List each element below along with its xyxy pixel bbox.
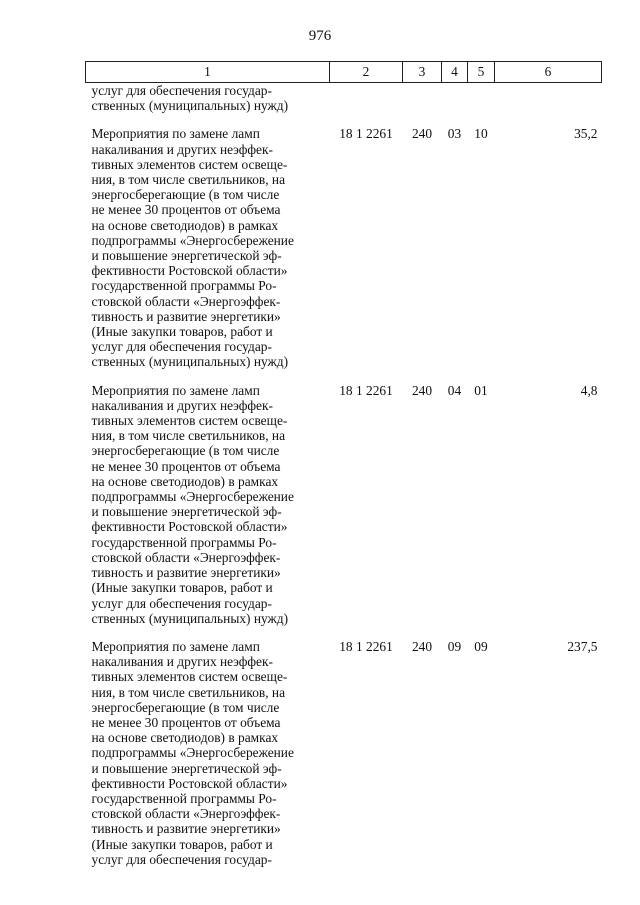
row-amount: 35,2: [574, 126, 598, 142]
page-number: 976: [308, 28, 332, 44]
header-cell-1: 1: [86, 62, 330, 83]
row-expense-type: 240: [411, 382, 433, 398]
row-section: 03: [447, 126, 462, 142]
row-section: 09: [447, 638, 462, 654]
row-section: [442, 83, 468, 127]
row-description: Мероприятия по замене ламп накаливания и других неэффек- тивных элементов систем освеще- ния, в том числе светильников, на энергосберегающие (в том числе не менее 30 процентов от объема на основе светодиодов) в рамках подпрограммы «Энергосбережение и повышение энергетической эф- фективности Ростовской области» государственной программы Ро- стовской области «Энергоэффек- тивность и развитие энергетики» (Иные закупки товаров, работ и услуг для обеспечения государ- ственных (муниципальных) нужд): [91, 126, 294, 370]
header-cell-5: 5: [468, 62, 495, 83]
row-target-code: [330, 83, 403, 127]
row-amount: [495, 83, 602, 127]
row-subsection: [468, 83, 495, 127]
row-target-code: 18 1 2261: [339, 126, 393, 142]
header-cell-4: 4: [442, 62, 468, 83]
header-cell-3: 3: [403, 62, 442, 83]
budget-table: [85, 61, 602, 867]
row-description: Мероприятия по замене ламп накаливания и других неэффек- тивных элементов систем освеще- ния, в том числе светильников, на энергосберегающие (в том числе не менее 30 процентов от объема на основе светодиодов) в рамках подпрограммы «Энергосбережение и повышение энергетической эф- фективности Ростовской области» государственной программы Ро- стовской области «Энергоэффек- тивность и развитие энергетики» (Иные закупки товаров, работ и услуг для обеспечения государ-: [91, 638, 294, 867]
row-expense-type: 240: [411, 126, 433, 142]
row-amount: 237,5: [567, 638, 598, 654]
table-row: [86, 383, 602, 639]
header-cell-2: 2: [330, 62, 403, 83]
row-expense-type: 240: [411, 638, 433, 654]
header-cell-6: 6: [495, 62, 602, 83]
row-description: Мероприятия по замене ламп накаливания и других неэффек- тивных элементов систем освеще- ния, в том числе светильников, на энергосберегающие (в том числе не менее 30 процентов от объема на основе светодиодов) в рамках подпрограммы «Энергосбережение и повышение энергетической эф- фективности Ростовской области» государственной программы Ро- стовской области «Энергоэффек- тивность и развитие энергетики» (Иные закупки товаров, работ и услуг для обеспечения государ- ственных (муниципальных) нужд): [91, 382, 294, 626]
row-subsection: 01: [474, 382, 488, 398]
header-row: [86, 62, 602, 83]
row-target-code: 18 1 2261: [339, 638, 393, 654]
row-expense-type: [403, 83, 442, 127]
row-section: 04: [447, 382, 462, 398]
row-subsection: 10: [474, 126, 488, 142]
table-row: [86, 126, 602, 382]
table-row: [86, 83, 602, 127]
row-target-code: 18 1 2261: [339, 382, 393, 398]
row-amount: 4,8: [580, 382, 598, 398]
table-row: [86, 639, 602, 867]
row-description: услуг для обеспечения государ- ственных (муниципальных) нужд): [91, 83, 289, 114]
row-subsection: 09: [474, 638, 488, 654]
